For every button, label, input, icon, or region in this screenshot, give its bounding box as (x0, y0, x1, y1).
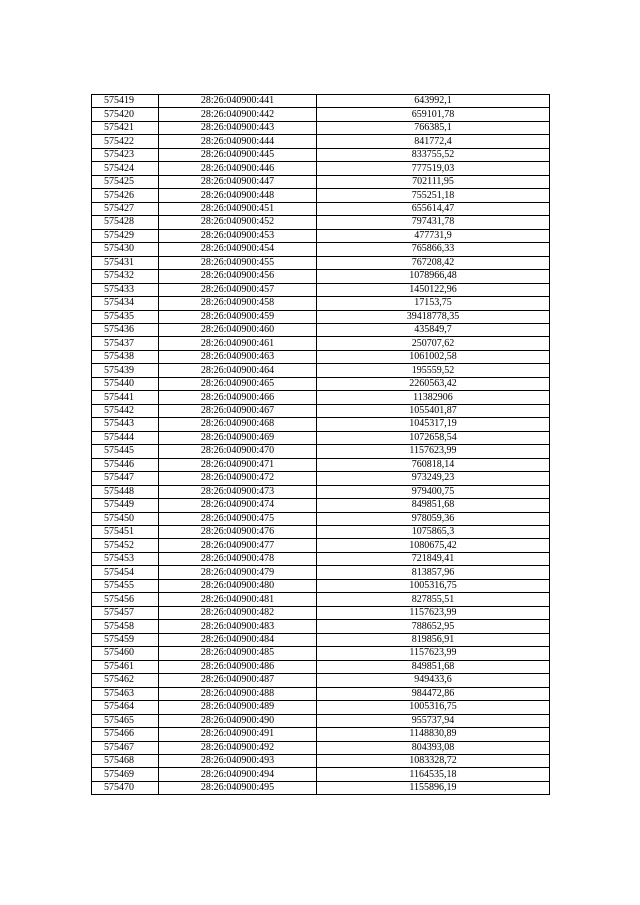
row-number-cell: 575465 (92, 714, 159, 727)
cadastral-number-cell: 28:26:040900:453 (159, 229, 317, 242)
row-number-cell: 575464 (92, 701, 159, 714)
cadastral-value-cell: 195559,52 (317, 364, 550, 377)
cadastral-number-cell: 28:26:040900:443 (159, 121, 317, 134)
cadastral-number-cell: 28:26:040900:447 (159, 175, 317, 188)
cadastral-value-cell: 435849,7 (317, 323, 550, 336)
cadastral-number-cell: 28:26:040900:470 (159, 445, 317, 458)
cadastral-value-cell: 2260563,42 (317, 377, 550, 390)
row-number-cell: 575455 (92, 579, 159, 592)
cadastral-value-cell: 819856,91 (317, 633, 550, 646)
table-row (92, 391, 550, 404)
cadastral-value-cell: 767208,42 (317, 256, 550, 269)
table-row (92, 633, 550, 646)
row-number-cell: 575422 (92, 135, 159, 148)
row-number-cell: 575460 (92, 647, 159, 660)
row-number-cell: 575466 (92, 728, 159, 741)
cadastral-value-cell: 1078966,48 (317, 270, 550, 283)
cadastral-number-cell: 28:26:040900:491 (159, 728, 317, 741)
cadastral-value-cell: 1080675,42 (317, 539, 550, 552)
table-row (92, 754, 550, 767)
cadastral-number-cell: 28:26:040900:484 (159, 633, 317, 646)
table-row (92, 741, 550, 754)
row-number-cell: 575461 (92, 660, 159, 673)
table-row (92, 337, 550, 350)
table-row (92, 148, 550, 161)
cadastral-number-cell: 28:26:040900:482 (159, 606, 317, 619)
cadastral-value-cell: 955737,94 (317, 714, 550, 727)
cadastral-number-cell: 28:26:040900:493 (159, 754, 317, 767)
cadastral-value-cell: 849851,68 (317, 499, 550, 512)
table-row (92, 256, 550, 269)
row-number-cell: 575442 (92, 404, 159, 417)
cadastral-number-cell: 28:26:040900:466 (159, 391, 317, 404)
table-row (92, 728, 550, 741)
row-number-cell: 575459 (92, 633, 159, 646)
table-row (92, 283, 550, 296)
cadastral-number-cell: 28:26:040900:488 (159, 687, 317, 700)
row-number-cell: 575441 (92, 391, 159, 404)
cadastral-value-cell: 1157623,99 (317, 445, 550, 458)
cadastral-number-cell: 28:26:040900:487 (159, 674, 317, 687)
row-number-cell: 575451 (92, 526, 159, 539)
row-number-cell: 575425 (92, 175, 159, 188)
cadastral-number-cell: 28:26:040900:481 (159, 593, 317, 606)
cadastral-number-cell: 28:26:040900:476 (159, 526, 317, 539)
row-number-cell: 575447 (92, 472, 159, 485)
table-row (92, 364, 550, 377)
cadastral-number-cell: 28:26:040900:458 (159, 297, 317, 310)
cadastral-number-cell: 28:26:040900:448 (159, 189, 317, 202)
cadastral-value-cell: 949433,6 (317, 674, 550, 687)
cadastral-value-cell: 804393,08 (317, 741, 550, 754)
table-row (92, 566, 550, 579)
cadastral-value-cell: 984472,86 (317, 687, 550, 700)
cadastral-value-table (91, 94, 550, 795)
table-row (92, 404, 550, 417)
cadastral-value-cell: 655614,47 (317, 202, 550, 215)
row-number-cell: 575429 (92, 229, 159, 242)
table-row (92, 579, 550, 592)
table-row (92, 701, 550, 714)
row-number-cell: 575444 (92, 431, 159, 444)
cadastral-value-cell: 797431,78 (317, 216, 550, 229)
cadastral-value-cell: 973249,23 (317, 472, 550, 485)
cadastral-value-cell: 1148830,89 (317, 728, 550, 741)
cadastral-value-cell: 827855,51 (317, 593, 550, 606)
table-row (92, 297, 550, 310)
table-row (92, 350, 550, 363)
cadastral-value-cell: 755251,18 (317, 189, 550, 202)
cadastral-number-cell: 28:26:040900:489 (159, 701, 317, 714)
table-row (92, 647, 550, 660)
cadastral-value-cell: 11382906 (317, 391, 550, 404)
cadastral-value-cell: 841772,4 (317, 135, 550, 148)
row-number-cell: 575424 (92, 162, 159, 175)
table-row (92, 189, 550, 202)
cadastral-value-cell: 788652,95 (317, 620, 550, 633)
cadastral-number-cell: 28:26:040900:451 (159, 202, 317, 215)
cadastral-value-cell: 979400,75 (317, 485, 550, 498)
table-row (92, 162, 550, 175)
cadastral-value-cell: 1164535,18 (317, 768, 550, 781)
table-row (92, 768, 550, 781)
row-number-cell: 575432 (92, 270, 159, 283)
row-number-cell: 575446 (92, 458, 159, 471)
cadastral-value-cell: 1045317,19 (317, 418, 550, 431)
cadastral-value-cell: 813857,96 (317, 566, 550, 579)
row-number-cell: 575443 (92, 418, 159, 431)
row-number-cell: 575468 (92, 754, 159, 767)
cadastral-value-cell: 643992,1 (317, 95, 550, 108)
cadastral-number-cell: 28:26:040900:459 (159, 310, 317, 323)
table-row (92, 445, 550, 458)
table-row (92, 377, 550, 390)
row-number-cell: 575420 (92, 108, 159, 121)
cadastral-number-cell: 28:26:040900:475 (159, 512, 317, 525)
cadastral-value-cell: 1005316,75 (317, 579, 550, 592)
cadastral-value-cell: 766385,1 (317, 121, 550, 134)
row-number-cell: 575431 (92, 256, 159, 269)
row-number-cell: 575436 (92, 323, 159, 336)
cadastral-number-cell: 28:26:040900:446 (159, 162, 317, 175)
cadastral-number-cell: 28:26:040900:469 (159, 431, 317, 444)
row-number-cell: 575423 (92, 148, 159, 161)
row-number-cell: 575445 (92, 445, 159, 458)
cadastral-value-cell: 833755,52 (317, 148, 550, 161)
table-body (92, 95, 550, 795)
table-row (92, 243, 550, 256)
row-number-cell: 575427 (92, 202, 159, 215)
row-number-cell: 575421 (92, 121, 159, 134)
cadastral-value-cell: 1157623,99 (317, 647, 550, 660)
cadastral-number-cell: 28:26:040900:468 (159, 418, 317, 431)
row-number-cell: 575428 (92, 216, 159, 229)
row-number-cell: 575439 (92, 364, 159, 377)
table-row (92, 431, 550, 444)
cadastral-value-cell: 1083328,72 (317, 754, 550, 767)
cadastral-value-cell: 1061002,58 (317, 350, 550, 363)
table-row (92, 202, 550, 215)
table-row (92, 418, 550, 431)
row-number-cell: 575435 (92, 310, 159, 323)
cadastral-number-cell: 28:26:040900:494 (159, 768, 317, 781)
cadastral-number-cell: 28:26:040900:461 (159, 337, 317, 350)
cadastral-number-cell: 28:26:040900:460 (159, 323, 317, 336)
cadastral-number-cell: 28:26:040900:452 (159, 216, 317, 229)
cadastral-value-cell: 760818,14 (317, 458, 550, 471)
cadastral-value-cell: 978059,36 (317, 512, 550, 525)
cadastral-number-cell: 28:26:040900:445 (159, 148, 317, 161)
cadastral-number-cell: 28:26:040900:444 (159, 135, 317, 148)
table-row (92, 108, 550, 121)
row-number-cell: 575419 (92, 95, 159, 108)
row-number-cell: 575437 (92, 337, 159, 350)
table-row (92, 121, 550, 134)
row-number-cell: 575467 (92, 741, 159, 754)
cadastral-value-cell: 659101,78 (317, 108, 550, 121)
row-number-cell: 575433 (92, 283, 159, 296)
cadastral-number-cell: 28:26:040900:486 (159, 660, 317, 673)
cadastral-number-cell: 28:26:040900:456 (159, 270, 317, 283)
row-number-cell: 575448 (92, 485, 159, 498)
table-row (92, 687, 550, 700)
cadastral-number-cell: 28:26:040900:473 (159, 485, 317, 498)
cadastral-number-cell: 28:26:040900:457 (159, 283, 317, 296)
cadastral-number-cell: 28:26:040900:467 (159, 404, 317, 417)
table-row (92, 458, 550, 471)
cadastral-number-cell: 28:26:040900:471 (159, 458, 317, 471)
cadastral-value-cell: 1072658,54 (317, 431, 550, 444)
cadastral-number-cell: 28:26:040900:495 (159, 781, 317, 794)
cadastral-number-cell: 28:26:040900:472 (159, 472, 317, 485)
row-number-cell: 575452 (92, 539, 159, 552)
cadastral-value-cell: 1155896,19 (317, 781, 550, 794)
row-number-cell: 575440 (92, 377, 159, 390)
cadastral-value-cell: 1450122,96 (317, 283, 550, 296)
cadastral-number-cell: 28:26:040900:492 (159, 741, 317, 754)
cadastral-value-cell: 721849,41 (317, 552, 550, 565)
cadastral-value-cell: 39418778,35 (317, 310, 550, 323)
table-row (92, 135, 550, 148)
row-number-cell: 575470 (92, 781, 159, 794)
cadastral-value-cell: 1005316,75 (317, 701, 550, 714)
row-number-cell: 575458 (92, 620, 159, 633)
table-row (92, 620, 550, 633)
table-row (92, 674, 550, 687)
cadastral-number-cell: 28:26:040900:454 (159, 243, 317, 256)
table-row (92, 229, 550, 242)
row-number-cell: 575438 (92, 350, 159, 363)
row-number-cell: 575462 (92, 674, 159, 687)
cadastral-value-cell: 1055401,87 (317, 404, 550, 417)
cadastral-number-cell: 28:26:040900:490 (159, 714, 317, 727)
row-number-cell: 575457 (92, 606, 159, 619)
row-number-cell: 575449 (92, 499, 159, 512)
table-row (92, 714, 550, 727)
cadastral-number-cell: 28:26:040900:474 (159, 499, 317, 512)
row-number-cell: 575450 (92, 512, 159, 525)
table-row (92, 512, 550, 525)
table-row (92, 593, 550, 606)
table-row (92, 472, 550, 485)
row-number-cell: 575469 (92, 768, 159, 781)
row-number-cell: 575463 (92, 687, 159, 700)
cadastral-value-cell: 765866,33 (317, 243, 550, 256)
cadastral-value-cell: 250707,62 (317, 337, 550, 350)
table-row (92, 499, 550, 512)
cadastral-number-cell: 28:26:040900:464 (159, 364, 317, 377)
table-row (92, 660, 550, 673)
row-number-cell: 575434 (92, 297, 159, 310)
table-row (92, 175, 550, 188)
cadastral-value-cell: 477731,9 (317, 229, 550, 242)
cadastral-value-cell: 17153,75 (317, 297, 550, 310)
row-number-cell: 575454 (92, 566, 159, 579)
table-row (92, 270, 550, 283)
cadastral-number-cell: 28:26:040900:477 (159, 539, 317, 552)
table-row (92, 539, 550, 552)
cadastral-value-cell: 1157623,99 (317, 606, 550, 619)
cadastral-value-cell: 702111,95 (317, 175, 550, 188)
cadastral-value-cell: 849851,68 (317, 660, 550, 673)
cadastral-number-cell: 28:26:040900:485 (159, 647, 317, 660)
table-row (92, 216, 550, 229)
cadastral-number-cell: 28:26:040900:483 (159, 620, 317, 633)
cadastral-number-cell: 28:26:040900:455 (159, 256, 317, 269)
cadastral-value-cell: 1075865,3 (317, 526, 550, 539)
table-row (92, 552, 550, 565)
cadastral-number-cell: 28:26:040900:463 (159, 350, 317, 363)
cadastral-value-cell: 777519,03 (317, 162, 550, 175)
cadastral-number-cell: 28:26:040900:479 (159, 566, 317, 579)
table-row (92, 526, 550, 539)
cadastral-number-cell: 28:26:040900:480 (159, 579, 317, 592)
cadastral-number-cell: 28:26:040900:478 (159, 552, 317, 565)
table-row (92, 606, 550, 619)
table-row (92, 95, 550, 108)
row-number-cell: 575453 (92, 552, 159, 565)
cadastral-number-cell: 28:26:040900:442 (159, 108, 317, 121)
table-row (92, 310, 550, 323)
row-number-cell: 575426 (92, 189, 159, 202)
cadastral-number-cell: 28:26:040900:465 (159, 377, 317, 390)
table-row (92, 781, 550, 794)
row-number-cell: 575456 (92, 593, 159, 606)
row-number-cell: 575430 (92, 243, 159, 256)
table-row (92, 323, 550, 336)
table-row (92, 485, 550, 498)
cadastral-number-cell: 28:26:040900:441 (159, 95, 317, 108)
